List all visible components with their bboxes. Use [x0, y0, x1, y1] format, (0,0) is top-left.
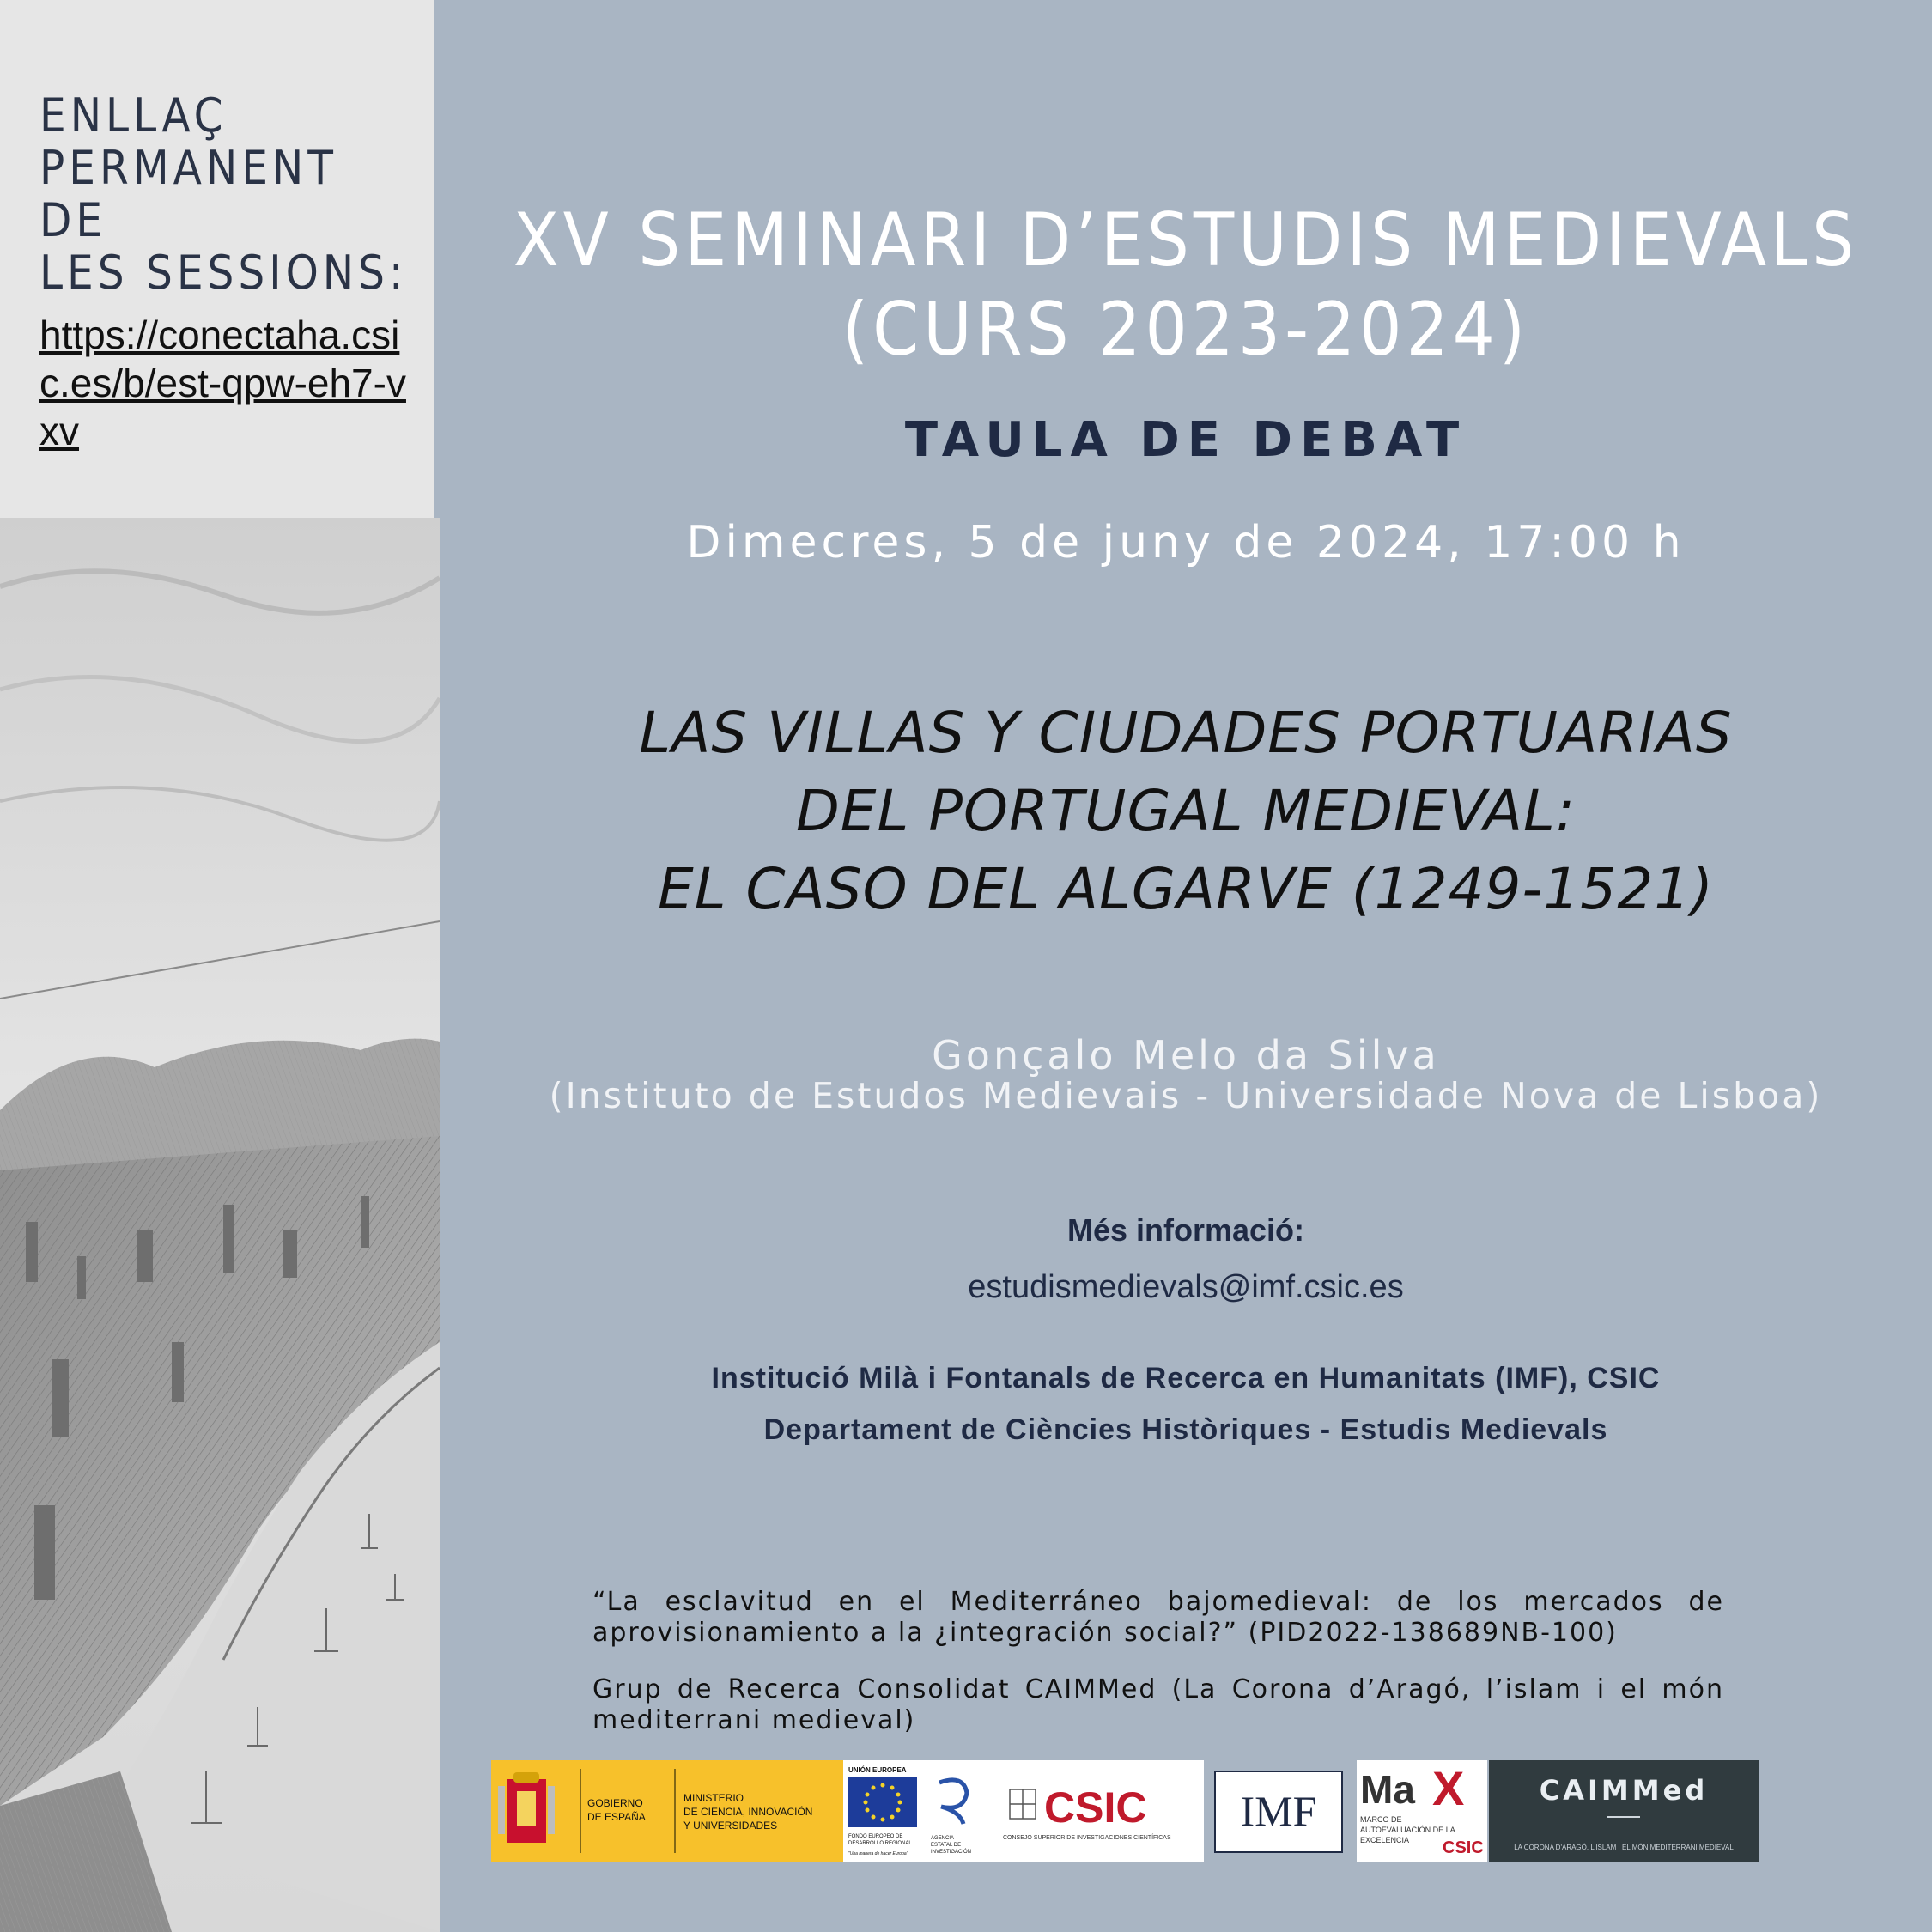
- imf-wordmark: [1216, 1772, 1341, 1851]
- eu-feder-logo: [843, 1760, 998, 1862]
- logo-strip: [491, 1760, 1759, 1862]
- department-name: Departament de Ciències Històriques - Estudis Medievals: [763, 1413, 1608, 1446]
- session-type: TAULA DE DEBAT: [904, 412, 1467, 468]
- contact-email[interactable]: estudismedievals@imf.csic.es: [968, 1269, 1404, 1305]
- engraving-image: [0, 518, 440, 1932]
- caimmed-logo: [1489, 1760, 1759, 1862]
- max-line-3: EXCELENCIA: [1360, 1836, 1410, 1844]
- csic-name: CSIC: [1044, 1783, 1147, 1832]
- talk-title: LAS VILLAS Y CIUDADES PORTUARIAS DEL PORTUGAL MEDIEVAL: EL CASO DEL ALGARVE (1249-1521): [639, 700, 1733, 922]
- eu-motto: "Una manera de hacer Europa": [848, 1851, 908, 1856]
- speaker-affiliation: (Instituto de Estudos Medievais - Universidade Nova de Lisboa): [549, 1075, 1823, 1116]
- ministry-line-3: Y UNIVERSIDADES: [683, 1820, 778, 1832]
- max-logo: [1357, 1760, 1487, 1862]
- eu-flag-icon: [843, 1760, 998, 1862]
- sidebar-heading: ENLLAÇ PERMANENT DE LES SESSIONS:: [39, 88, 408, 300]
- series-title: XV SEMINARI D’ESTUDIS MEDIEVALS (CURS 2023-2024): [513, 197, 1859, 373]
- caimmed-subtitle: LA CORONA D'ARAGÓ, L'ISLAM I EL MÓN MEDITERRANI MEDIEVAL: [1514, 1844, 1734, 1851]
- port-engraving: [0, 518, 440, 1932]
- caimmed-wordmark: [1489, 1760, 1759, 1862]
- eu-fund-1: FONDO EUROPEO DE: [848, 1834, 903, 1839]
- gobierno-line-2: DE ESPAÑA: [587, 1811, 646, 1823]
- max-wordmark: [1357, 1760, 1487, 1862]
- funding-project: “La esclavitud en el Mediterráneo bajomedieval: de los mercados de aprovisionamiento a la ¿integración social?” (PID2022-138689NB-100): [592, 1587, 1724, 1648]
- imf-name: IMF: [1240, 1787, 1317, 1835]
- agency-line-3: INVESTIGACIÓN: [931, 1850, 972, 1855]
- more-info-label: Més informació:: [1066, 1212, 1305, 1248]
- eu-title: UNIÓN EUROPEA: [848, 1766, 907, 1774]
- speaker-name: Gonçalo Melo da Silva: [932, 1032, 1440, 1078]
- spain-coat-of-arms-icon: [491, 1760, 843, 1862]
- gobierno-line-1: GOBIERNO: [587, 1797, 643, 1809]
- ministry-line-1: MINISTERIO: [683, 1792, 744, 1804]
- max-org: CSIC: [1443, 1838, 1484, 1857]
- session-date: Dimecres, 5 de juny de 2024, 17:00 h: [686, 517, 1686, 568]
- funding-group: Grup de Recerca Consolidat CAIMMed (La Corona d’Aragó, l’islam i el món mediterrani medieval): [592, 1674, 1724, 1735]
- csic-logo: [998, 1760, 1204, 1862]
- csic-emblem-icon: [998, 1760, 1204, 1862]
- max-name-b: X: [1432, 1761, 1465, 1815]
- main-panel: [440, 0, 1932, 1932]
- max-name-a: Ma: [1360, 1767, 1415, 1812]
- gobierno-logo: [491, 1760, 843, 1862]
- agency-line-1: AGENCIA: [931, 1836, 955, 1841]
- max-line-1: MARCO DE: [1360, 1815, 1402, 1824]
- agency-line-2: ESTATAL DE: [931, 1843, 962, 1848]
- session-link[interactable]: https://conectaha.csic.es/b/est-qpw-eh7-vxv: [39, 313, 406, 453]
- sidebar-panel: [0, 0, 434, 518]
- institution-name: Institució Milà i Fontanals de Recerca en Humanitats (IMF), CSIC: [711, 1362, 1661, 1394]
- csic-subtitle: CONSEJO SUPERIOR DE INVESTIGACIONES CIENTÍFICAS: [1003, 1835, 1171, 1841]
- caimmed-name: CAIMMed: [1539, 1774, 1709, 1807]
- eu-fund-2: DESARROLLO REGIONAL: [848, 1841, 912, 1846]
- ministry-line-2: DE CIENCIA, INNOVACIÓN: [683, 1806, 813, 1818]
- max-line-2: AUTOEVALUACIÓN DE LA: [1360, 1826, 1455, 1834]
- imf-logo: [1214, 1771, 1343, 1853]
